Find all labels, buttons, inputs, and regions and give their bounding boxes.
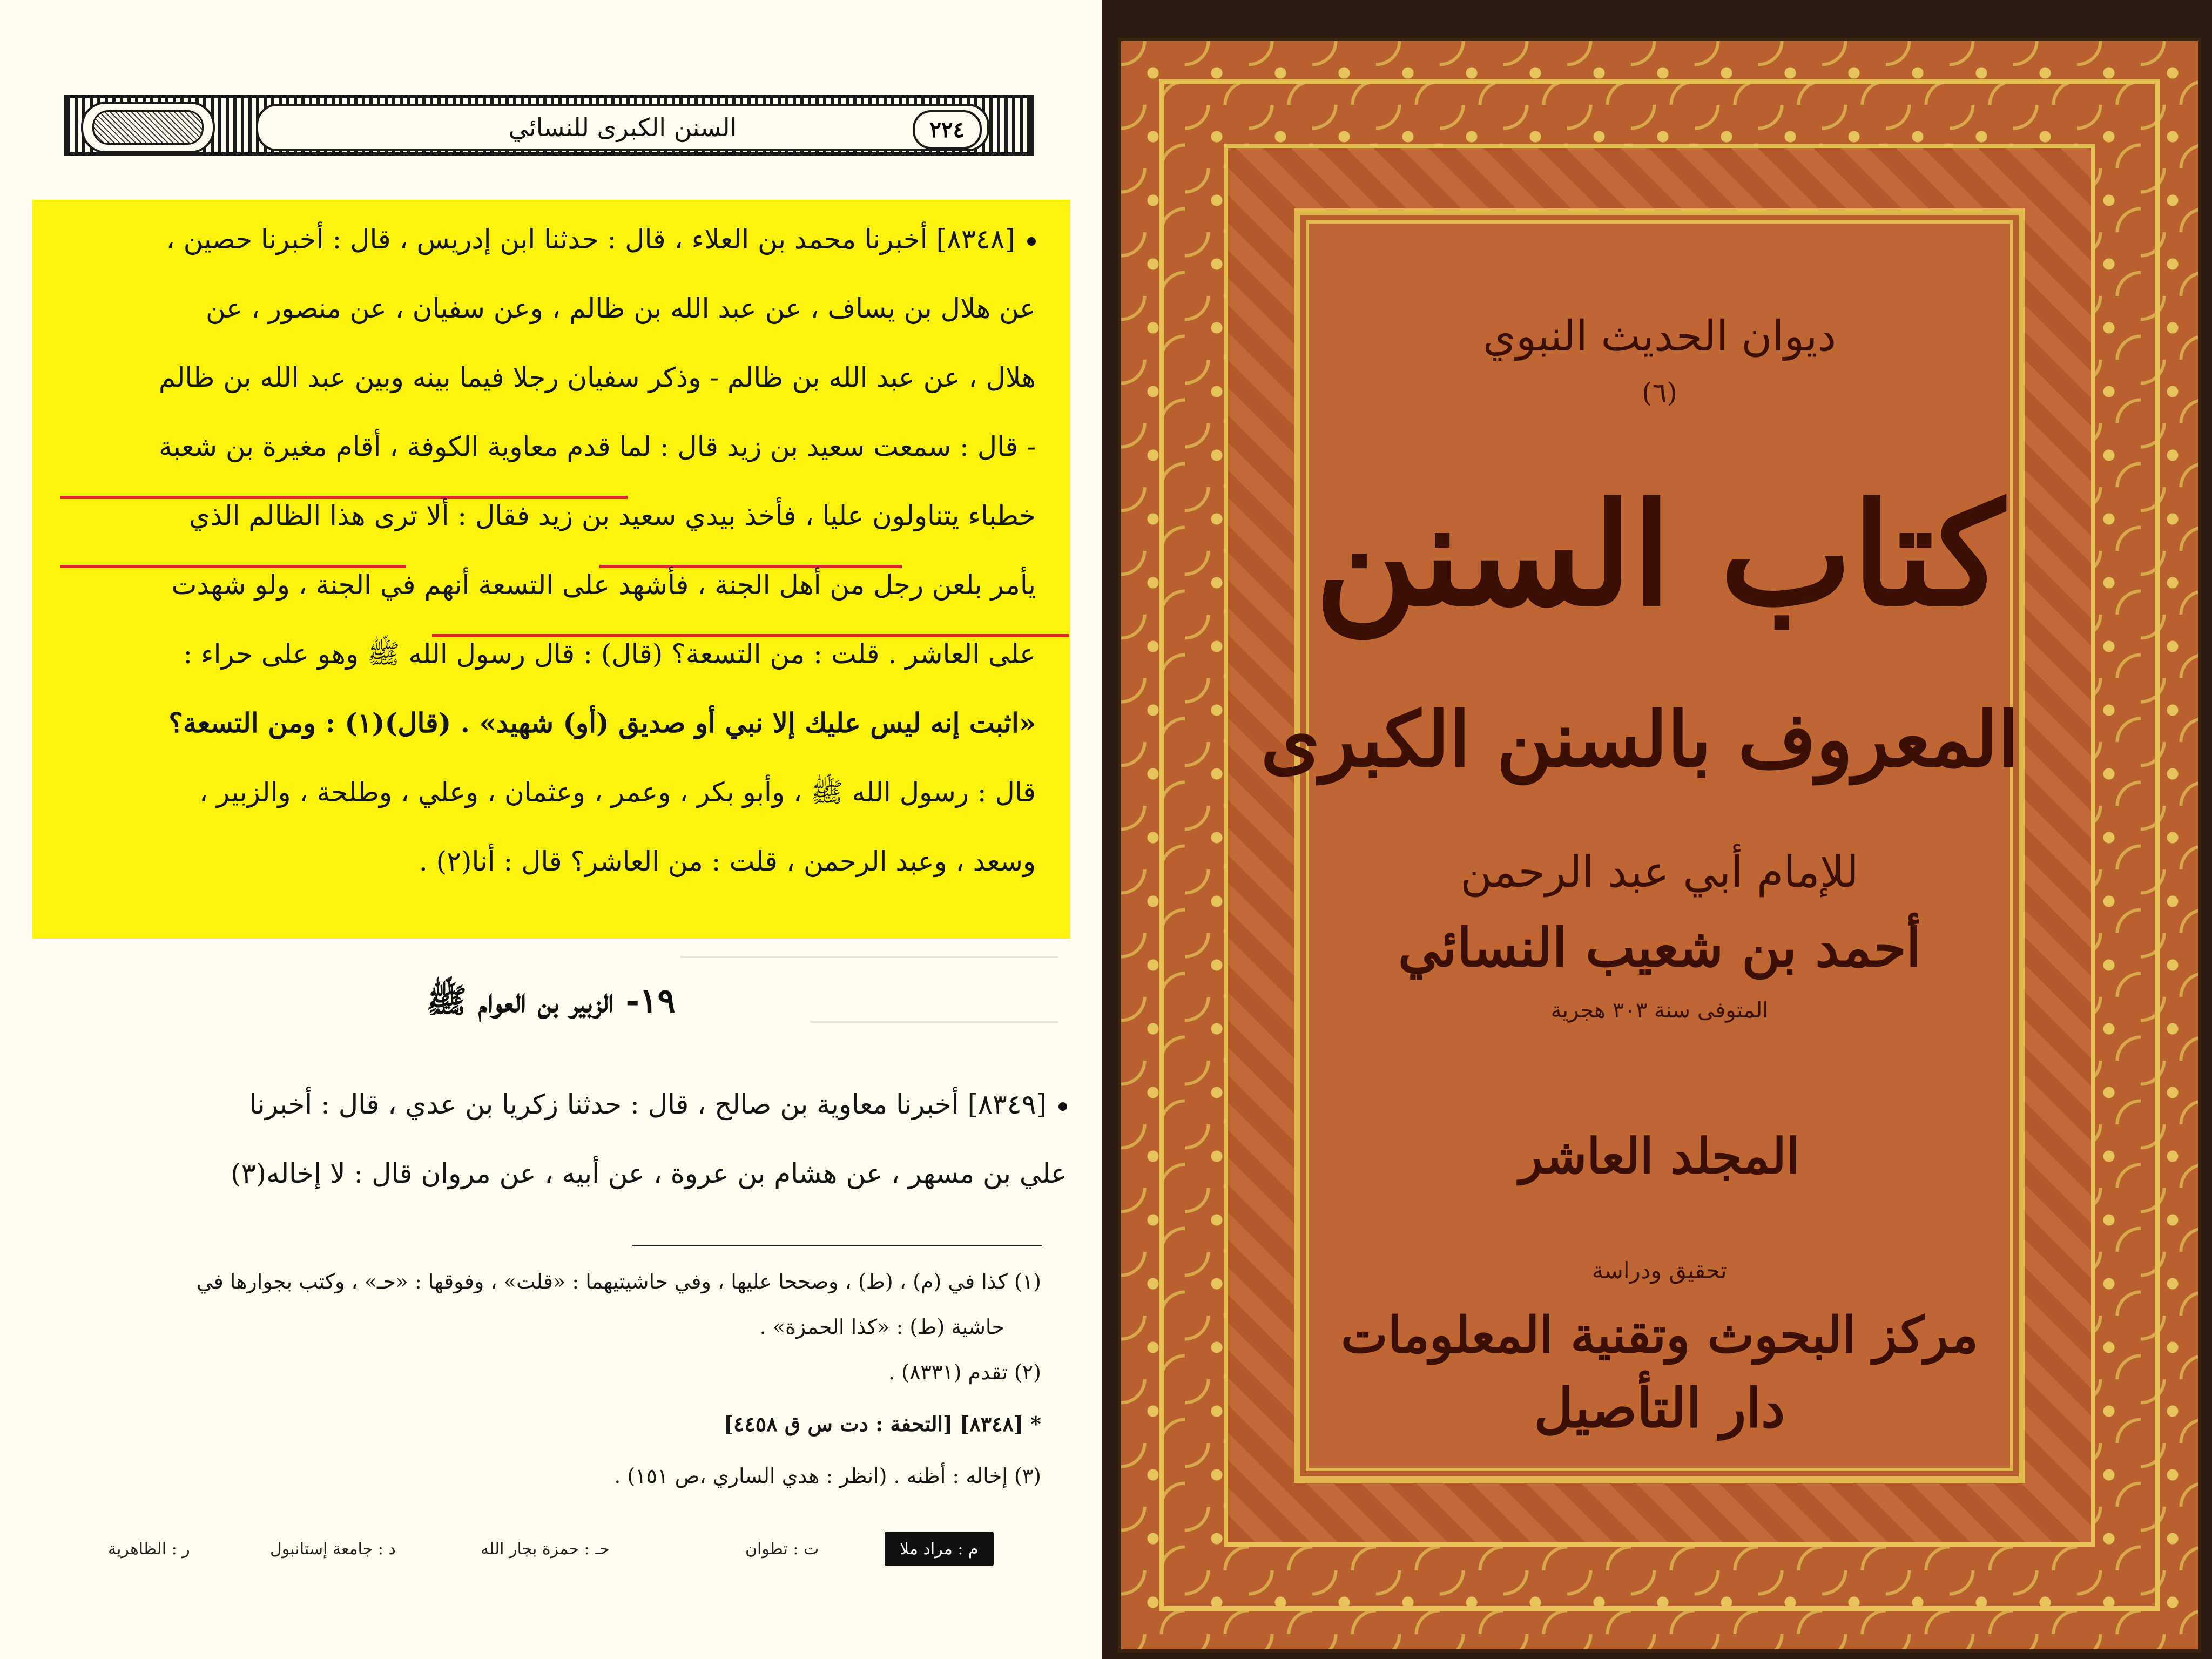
header-cartouche xyxy=(256,104,989,151)
cover-publisher-center: مركز البحوث وتقنية المعلومات xyxy=(1340,1306,1979,1364)
hadith-line: قال : رسول الله ﷺ ، وأبو بكر ، وعمر ، وعثمان ، وعلي ، وطلحة ، والزبير ، xyxy=(199,777,1036,808)
hadith-line: علي بن مسهر ، عن هشام بن عروة ، عن أبيه ، عن مروان قال : لا إخاله(٣) xyxy=(231,1158,1067,1189)
bullet-icon xyxy=(1058,1102,1067,1111)
scanned-book-page xyxy=(0,0,1102,1659)
footnote-tuhfa: * [٨٣٤٨] [التحفة : دت س ق ٤٤٥٨] xyxy=(723,1412,1041,1436)
cover-publisher: دار التأصيل xyxy=(1534,1376,1785,1440)
page-header-band xyxy=(64,95,1034,156)
footnote-rule xyxy=(632,1245,1042,1246)
book-cover-photo xyxy=(1107,0,2212,1659)
cover-series-number: (٦) xyxy=(1642,377,1677,408)
cover-author: أحمد بن شعيب النسائي xyxy=(1398,917,1921,979)
cover-imam-line: للإمام أبي عبد الرحمن xyxy=(1460,847,1859,897)
hadith-line: - قال : سمعت سعيد بن زيد قال : لما قدم معاوية الكوفة ، أقام مغيرة بن شعبة xyxy=(159,431,1036,462)
footnote: (٢) تقدم (٨٣٣١) . xyxy=(888,1360,1041,1384)
legend-item: ر : الظاهرية xyxy=(108,1539,190,1559)
footnote: حاشية (ط) : «كذا الحمزة» . xyxy=(759,1315,1004,1339)
legend-item: م : مراد ملا xyxy=(885,1532,994,1566)
hadith-line: وسعد ، وعبد الرحمن ، قلت : من العاشر؟ قال : أنا(٢) . xyxy=(419,846,1036,877)
cover-title: كتاب السنن xyxy=(1314,473,2005,637)
footnote: (٣) إخاله : أظنه . (انظر : هدي الساري ،ص ١٥١) . xyxy=(614,1464,1041,1488)
hadith-line: عن هلال بن يساف ، عن عبد الله بن ظالم ، وعن سفيان ، عن منصور ، عن xyxy=(205,293,1036,324)
hadith-line: خطباء يتناولون عليا ، فأخذ بيدي سعيد بن زيد فقال : ألا ترى هذا الظالم الذي xyxy=(188,500,1036,531)
hadith-line: على العاشر . قلت : من التسعة؟ (قال) : قال رسول الله ﷺ وهو على حراء : xyxy=(183,638,1036,670)
book-cover xyxy=(1118,38,2201,1653)
cover-subtitle: المعروف بالسنن الكبرى xyxy=(1260,696,2019,784)
hadith-line: [٨٣٤٩] أخبرنا معاوية بن صالح ، قال : حدثنا زكريا بن عدي ، قال : أخبرنا xyxy=(68,1080,1067,1129)
hadith-line: «اثبت إنه ليس عليك إلا نبي أو صديق (أو) شهيد» . (قال)(١) : ومن التسعة؟ xyxy=(168,707,1036,739)
cover-volume: المجلد العاشر xyxy=(1519,1128,1800,1185)
hadith-line: هلال ، عن عبد الله بن ظالم - وذكر سفيان رجلا فيما بينه وبين عبد الله بن ظالم xyxy=(158,362,1036,393)
legend-item: د : جامعة إستانبول xyxy=(270,1539,396,1559)
footnote: (١) كذا في (م) ، (ط) ، وصححا عليها ، وفي حاشيتيهما : «قلت» ، وفوقها : «حـ» ، وكتب بجوارها في xyxy=(196,1270,1041,1293)
cover-death-note: المتوفى سنة ٣٠٣ هجرية xyxy=(1550,998,1769,1023)
legend-item: حـ : حمزة بجار الله xyxy=(481,1539,610,1559)
page-divider xyxy=(1102,0,1107,1659)
bleed-through xyxy=(680,956,1058,958)
title-panel xyxy=(1260,208,2025,1483)
manuscript-legend xyxy=(81,1527,1026,1570)
running-title: السنن الكبرى للنسائي xyxy=(508,113,737,142)
hadith-line: يأمر بلعن رجل من أهل الجنة ، فأشهد على التسعة أنهم في الجنة ، ولو شهدت xyxy=(171,569,1036,601)
cover-series: ديوان الحديث النبوي xyxy=(1482,312,1837,361)
page-number: ٢٢٤ xyxy=(913,110,982,149)
bullet-icon xyxy=(1027,237,1036,246)
cover-edition-note: تحقيق ودراسة xyxy=(1592,1257,1727,1284)
section-heading: ١٩- الزبير بن العوام ﷺ xyxy=(426,981,676,1020)
hadith-line: [٨٣٤٨] أخبرنا محمد بن العلاء ، قال : حدثنا ابن إدريس ، قال : أخبرنا حصين ، xyxy=(37,215,1036,264)
highlighted-hadith-block xyxy=(32,200,1070,939)
publisher-seal-icon xyxy=(81,102,215,153)
legend-item: ت : تطوان xyxy=(745,1539,819,1559)
